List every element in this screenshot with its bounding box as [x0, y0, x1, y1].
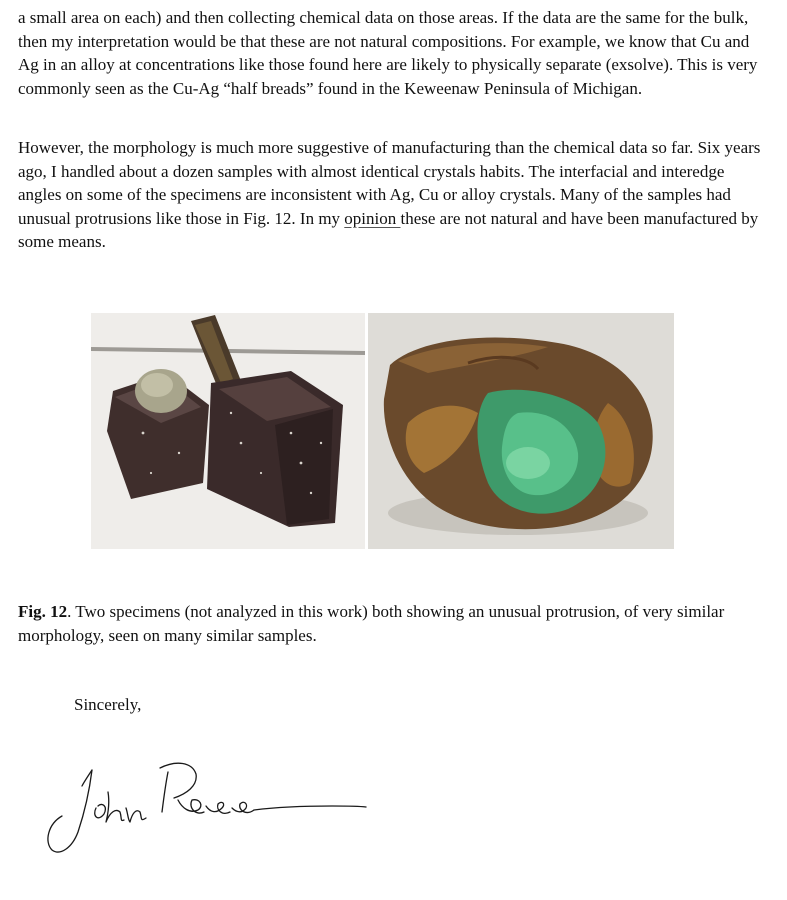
paragraph-2-underlined-word: opinion: [344, 208, 401, 228]
signature-image: [40, 752, 370, 862]
specimen-left-image: [91, 313, 365, 549]
specimen-photo-right: [368, 313, 674, 549]
body-paragraph-1: a small area on each) and then collecting chemical data on those areas. If the data are the same for the bulk, then my interpretation would be that these are not natural compositions. For example, we know that Cu and Ag in an alloy at concentrations like those found here are likely to physically separate (exsolve). This is very commonly seen as the Cu-Ag “half breads” found in the Keweenaw Peninsula of Michigan.: [18, 8, 758, 98]
handwritten-signature: [40, 752, 370, 862]
paragraph-2-text-before: However, the morphology is much more suggestive of manufacturing than the chemical data so far. Six years ago, I handled about a dozen samples with almost identical crystals habits. The interfacial and interedge angles on some of the specimens are inconsistent with Ag, Cu or alloy crystals. Many of the samples had unusual protrusions like those in Fig. 12. In my: [18, 138, 761, 228]
specimen-photo-left: [91, 313, 365, 549]
figure-caption: [18, 600, 770, 647]
figure-label: Fig. 12: [18, 602, 68, 621]
specimen-right-image: [368, 313, 674, 549]
letter-closing: Sincerely,: [74, 695, 142, 714]
body-paragraph-2: [18, 136, 770, 254]
paragraph-2-text-after: these are not natural and have been manufactured by some means.: [18, 208, 759, 251]
figure-caption-text: . Two specimens (not analyzed in this work) both showing an unusual protrusion, of very similar morphology, seen on many similar samples.: [18, 602, 725, 645]
